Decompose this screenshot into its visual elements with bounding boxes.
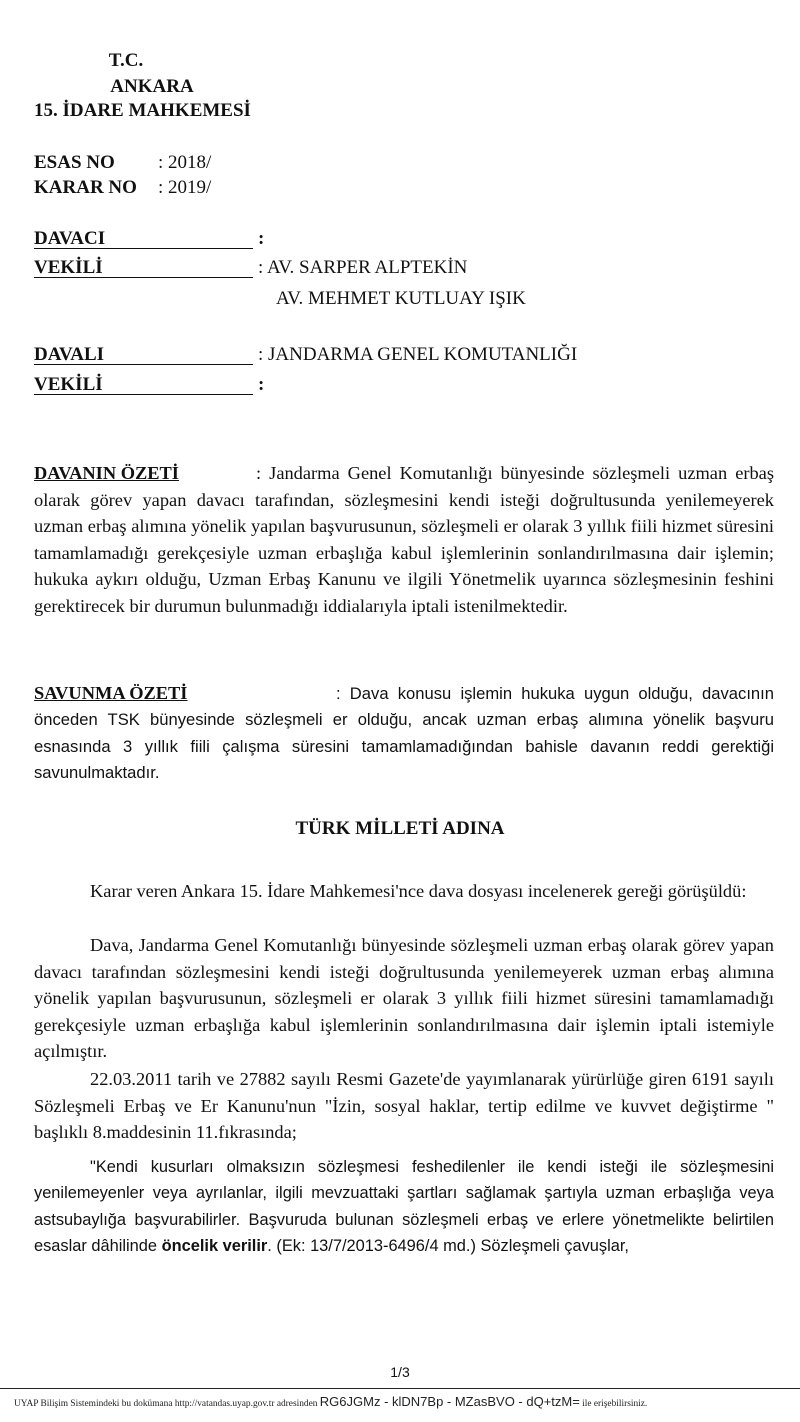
savunma-ozeti-text: : Dava konusu işlemin hukuka uygun olduğu, davacının önceden TSK bünyesinde sözleşmeli er olduğu, ancak uzman erbaş alımına yönelik başvuru esnasında 3 yıllık fiili çalışma süresini tamamlamadığından bahisle davanın reddi gerektiği savunulmaktadır. bbox=[34, 684, 774, 783]
body-paragraph-1: Karar veren Ankara 15. İdare Mahkemesi'nce dava dosyası incelenerek gereği görüşüldü: bbox=[90, 881, 747, 901]
savunma-ozeti-paragraph bbox=[34, 680, 774, 787]
davaci-underline bbox=[34, 248, 253, 249]
footer-divider bbox=[0, 1388, 800, 1389]
footer-prefix: UYAP Bilişim Sistemindeki bu dokümana http://vatandas.uyap.gov.tr adresinden bbox=[14, 1399, 318, 1409]
karar-no-value: : 2019/ bbox=[158, 177, 212, 198]
quote-text-end: . (Ek: 13/7/2013-6496/4 md.) Sözleşmeli çavuşlar, bbox=[267, 1237, 629, 1256]
davanin-ozeti-label: DAVANIN ÖZETİ bbox=[34, 463, 179, 483]
davaci-label: DAVACI bbox=[34, 228, 106, 249]
davali-vekili-label: VEKİLİ bbox=[34, 374, 103, 395]
davali-underline bbox=[34, 364, 253, 365]
body-paragraph-2: Dava, Jandarma Genel Komutanlığı bünyesinde sözleşmeli uzman erbaş olarak görev yapan davacı tarafından sözleşmesini kendi isteği doğrultusunda yenilemeyerek uzman erbaş alımına yönelik yapılan başvurusunun, sözleşmeli er olarak 3 yıllık fiili hizmet süresini tamamlamadığı gerekçesiyle uzman erbaşlığa kabul işlemlerinin sonlandırılmasına dair işlemin iptali istemiyle açılmıştır. bbox=[34, 935, 774, 1062]
quote-emphasis: öncelik verilir bbox=[161, 1237, 268, 1256]
court-line-tc: T.C. bbox=[108, 50, 144, 71]
davanin-ozeti-paragraph bbox=[34, 460, 774, 620]
davali-vekili-underline bbox=[34, 394, 253, 395]
court-line-city: ANKARA bbox=[110, 76, 194, 97]
page-number: 1/3 bbox=[390, 1364, 410, 1380]
court-name: 15. İDARE MAHKEMESİ bbox=[34, 100, 251, 121]
davaci-vekili-underline bbox=[34, 277, 253, 278]
davanin-ozeti-text: : Jandarma Genel Komutanlığı bünyesinde sözleşmeli uzman erbaş olarak görev yapan davacı tarafından, sözleşmesini kendi isteği doğrultusunda yenilemeyerek uzman erbaş alımına yönelik yapılan başvurusunun, sözleşmeli er olarak 3 yıllık fiili hizmet süresini tamamlamadığı gerekçesiyle uzman erbaşlığa kabul işlemlerinin sonlandırılmasına dair işlemin; hukuka aykırı olduğu, Uzman Erbaş Kanunu ve ilgili Yönetmelik uyarınca sözleşmesinin feshini gerektirecek bir durumun bulunmadığı iddialarıyla iptali istenilmektedir. bbox=[34, 463, 774, 616]
footer-uyap bbox=[14, 1394, 794, 1409]
esas-no-label: ESAS NO bbox=[34, 152, 115, 173]
footer-access-code: RG6JGMz - klDN7Bp - MZasBVO - dQ+tzM= bbox=[319, 1394, 580, 1409]
esas-no-value: : 2018/ bbox=[158, 152, 212, 173]
davaci-colon: : bbox=[258, 228, 265, 249]
footer-suffix: ile erişebilirsiniz. bbox=[582, 1399, 648, 1409]
davali-vekili-colon: : bbox=[258, 374, 265, 395]
davali-value: : JANDARMA GENEL KOMUTANLIĞI bbox=[258, 344, 578, 365]
body-paragraph-3: 22.03.2011 tarih ve 27882 sayılı Resmi Gazete'de yayımlanarak yürürlüğe giren 6191 sayılı Sözleşmeli Erbaş ve Er Kanunu'nun "İzin, sosyal haklar, tertip edilme ve kuvvet değiştirme " başlıklı 8.maddesinin 11.fıkrasında; bbox=[34, 1069, 774, 1143]
davaci-vekili-1: : AV. SARPER ALPTEKİN bbox=[258, 257, 468, 278]
decision-title: TÜRK MİLLETİ ADINA bbox=[295, 818, 505, 839]
savunma-ozeti-label: SAVUNMA ÖZETİ bbox=[34, 683, 188, 703]
davaci-vekili-label: VEKİLİ bbox=[34, 257, 103, 278]
karar-no-label: KARAR NO bbox=[34, 177, 137, 198]
quote-text-start: "Kendi kusurları olmaksızın sözleşmesi feshedilenler ile kendi isteği ile sözleşmesini yenilemeyenler veya ayrılanlar, ilgili mevzuattaki şartları sağlamak şartıyla uzman erbaşlığa veya astsubaylığa başvurabilirler. Başvuruda bulunan sözleşmeli erbaş ve erlere yönetmelikte belirtilen esaslar dâhilinde bbox=[34, 1158, 774, 1256]
davali-label: DAVALI bbox=[34, 344, 105, 365]
davaci-vekili-2: AV. MEHMET KUTLUAY IŞIK bbox=[276, 288, 526, 309]
body-paragraph-4 bbox=[34, 1154, 774, 1260]
